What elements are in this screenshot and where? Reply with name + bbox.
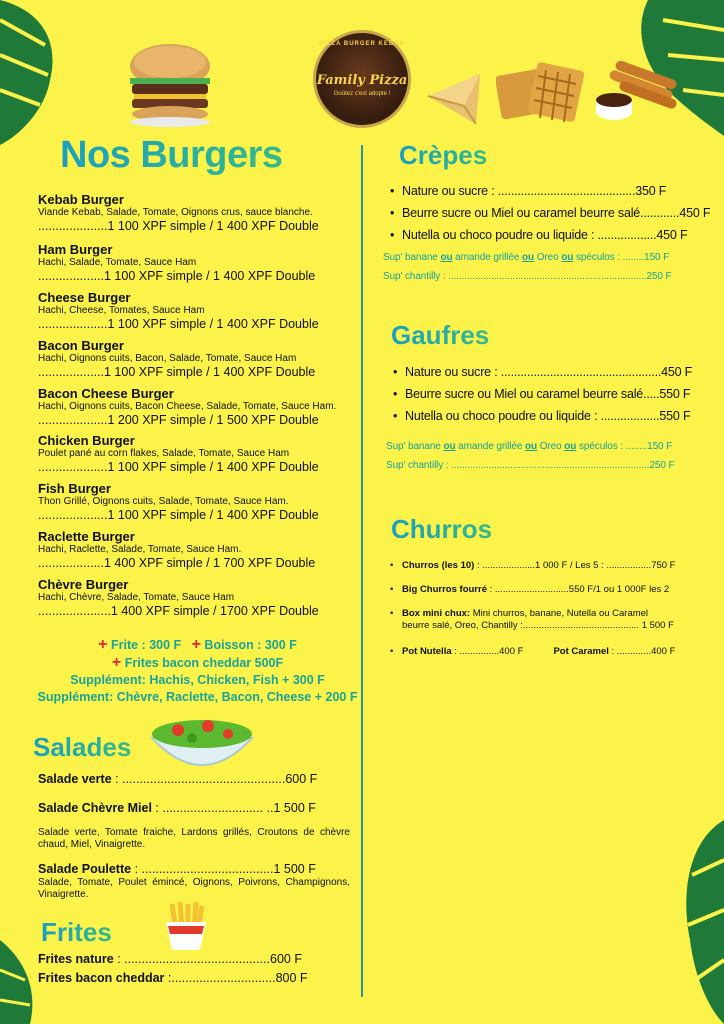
burger-item	[38, 290, 354, 332]
column-divider	[361, 145, 363, 997]
monstera-leaf-bottom-left	[0, 940, 40, 1024]
churros-title: Churros	[391, 514, 493, 544]
logo-name: Family Pizza	[316, 73, 408, 88]
burger-desc: Viande Kebab, Salade, Tomate, Oignons crus, sauce blanche.	[38, 207, 313, 218]
burger-item	[38, 386, 354, 428]
box-mini-chux-desc-2: beurre salé, Oreo, Chantilly :............................................ 1 500 F	[402, 620, 674, 631]
salade-poulette-price: : ......................................1 500 F	[131, 862, 316, 876]
sup-text: spéculos : ........150 F	[576, 441, 673, 452]
monstera-leaf-bottom-right	[670, 820, 724, 1024]
gaufres-title: Gaufres	[391, 320, 490, 350]
frites-nature-row	[38, 952, 350, 967]
burger-price: ....................1 200 XPF simple / 1 500 XPF Double	[38, 413, 319, 427]
burger-name: Chèvre Burger	[38, 577, 129, 592]
box-mini-chux-desc: Mini churros, banane, Nutella ou Caramel	[470, 608, 649, 619]
gaufres-sup-fruit	[386, 441, 672, 452]
burger-name: Chicken Burger	[38, 433, 135, 448]
burger-price: ....................1 100 XPF simple / 1 400 XPF Double	[38, 460, 319, 474]
frites-bacon-price: :..............................800 F	[164, 971, 308, 985]
fries-image	[158, 900, 214, 950]
burger-name: Ham Burger	[38, 242, 113, 257]
burger-item	[38, 338, 354, 380]
frites-bacon-name: Frites bacon cheddar	[38, 971, 165, 985]
sup-text: amande grillée	[452, 252, 523, 263]
crepe-item: • Nature ou sucre : ..........................................350 F	[390, 180, 690, 202]
pot-row	[390, 646, 690, 658]
monstera-leaf-top-left	[0, 0, 60, 150]
burger-name: Bacon Cheese Burger	[38, 386, 174, 401]
big-churros-price: : ............................550 F/1 ou 1 000F les 2	[486, 584, 670, 595]
crepes-sup-fruit	[383, 252, 669, 263]
sup-text: amande grillée	[455, 441, 526, 452]
burger-name: Raclette Burger	[38, 529, 135, 544]
salade-poulette-name: Salade Poulette	[38, 862, 132, 876]
sup-text: Sup' banane	[383, 252, 441, 263]
gaufres-list	[393, 361, 693, 427]
logo-slogan: Goûtez c'est adopté !	[333, 91, 391, 97]
crepe-image	[424, 66, 484, 130]
salade-chevre-desc: Salade verte, Tomate fraiche, Lardons grillés, Croutons de chèvre chaud, Miel, Vinaigrette.	[38, 827, 350, 850]
big-churros-name: Big Churros fourré	[402, 584, 487, 595]
burger-extras	[30, 636, 365, 706]
extra-boisson: Boisson : 300 F	[204, 638, 297, 652]
churros-image	[594, 56, 680, 128]
burger-desc: Hachi, Salade, Tomate, Sauce Ham	[38, 257, 197, 268]
plus-icon: +	[191, 636, 201, 653]
burger-item	[38, 577, 354, 619]
logo-top-text: PIZZA BURGER KEBAB	[319, 41, 405, 47]
waffle-image	[496, 62, 586, 132]
gaufre-item: • Nature ou sucre : .................................................450 F	[393, 361, 693, 383]
frites-nature-price: : ..........................................600 F	[113, 952, 302, 966]
crepes-title: Crèpes	[399, 140, 488, 170]
frites-bacon-row	[38, 971, 350, 986]
box-mini-chux-name: Box mini chux:	[402, 608, 471, 619]
burger-item	[38, 529, 354, 571]
burger-price: ....................1 100 XPF simple / 1 400 XPF Double	[38, 317, 319, 331]
crepes-list	[390, 180, 711, 246]
frites-title: Frites	[41, 917, 112, 947]
burger-item	[38, 433, 354, 475]
crepes-sup-chantilly: Sup' chantilly : ..........................................................................250 F	[383, 271, 672, 282]
burger-name: Bacon Burger	[38, 338, 124, 353]
sup-ou: ou	[440, 252, 453, 263]
sup-ou: ou	[525, 441, 538, 452]
burger-item	[38, 481, 354, 523]
pot-caramel-price: : .............400 F	[608, 646, 676, 657]
sup-text: spéculos : ........150 F	[573, 252, 670, 263]
sup-text: Sup' banane	[386, 441, 444, 452]
burger-desc: Hachi, Raclette, Salade, Tomate, Sauce Ham.	[38, 544, 242, 555]
salade-poulette-desc: Salade, Tomate, Poulet émincé, Oignons, Poivrons, Champignons, Vinaigrette.	[38, 877, 350, 900]
burger-price: ...................1 100 XPF simple / 1 400 XPF Double	[38, 365, 316, 379]
burger-desc: Thon Grillé, Oignons cuits, Salade, Tomate, Sauce Ham.	[38, 496, 289, 507]
churros-10-price: : ....................1 000 F / Les 5 : .................750 F	[474, 560, 676, 571]
burger-desc: Hachi, Chèvre, Salade, Tomate, Sauce Ham	[38, 592, 235, 603]
sup-ou: ou	[564, 441, 577, 452]
box-mini-chux-row	[390, 608, 690, 620]
burgers-title: Nos Burgers	[60, 134, 283, 176]
burger-desc: Hachi, Cheese, Tomates, Sauce Ham	[38, 305, 205, 316]
big-churros-row	[390, 584, 690, 596]
salade-verte-name: Salade verte	[38, 772, 112, 786]
sup-text: Oreo	[534, 252, 562, 263]
burger-name: Fish Burger	[38, 481, 111, 496]
sup-ou: ou	[522, 252, 535, 263]
burger-item	[38, 242, 354, 284]
churros-list	[390, 560, 690, 658]
burger-price: ...................1 400 XPF simple / 1 700 XPF Double	[38, 556, 316, 570]
burger-price: .....................1 400 XPF simple / 1700 XPF Double	[38, 604, 319, 618]
crepe-item: • Nutella ou choco poudre ou liquide : ..................450 F	[390, 224, 690, 246]
gaufre-item: • Nutella ou choco poudre ou liquide : ..................550 F	[393, 405, 693, 427]
churros-10-name: Churros (les 10)	[402, 560, 475, 571]
salade-poulette-row	[38, 862, 350, 877]
plus-icon: +	[111, 654, 122, 671]
sup-ou: ou	[443, 441, 456, 452]
extra-frites-bacon: Frites bacon cheddar 500F	[124, 656, 284, 670]
salade-chevre-row	[38, 801, 350, 816]
burger-item	[38, 192, 354, 234]
burger-desc: Hachi, Oignons cuits, Bacon Cheese, Salade, Tomate, Sauce Ham.	[38, 401, 337, 412]
salad-bowl-image	[148, 712, 256, 776]
family-pizza-logo	[313, 30, 411, 128]
sup-text: Oreo	[537, 441, 565, 452]
supplement-2: Supplément: Chèvre, Raclette, Bacon, Cheese + 200 F	[37, 690, 358, 704]
crepe-item: • Beurre sucre ou Miel ou caramel beurre salé............450 F	[390, 202, 690, 224]
salade-verte-price: : ...............................................600 F	[111, 772, 318, 786]
burger-price: ....................1 100 XPF simple / 1 400 XPF Double	[38, 508, 319, 522]
pot-nutella-price: : ...............400 F	[451, 646, 524, 657]
burger-desc: Hachi, Oignons cuits, Bacon, Salade, Tomate, Sauce Ham	[38, 353, 297, 364]
pot-nutella-name: Pot Nutella	[402, 646, 452, 657]
burger-name: Kebab Burger	[38, 192, 124, 207]
burger-price: ....................1 100 XPF simple / 1 400 XPF Double	[38, 219, 319, 233]
extra-frite: Frite : 300 F	[111, 638, 182, 652]
supplement-1: Supplément: Hachis, Chicken, Fish + 300 F	[70, 673, 325, 687]
gaufre-item: • Beurre sucre ou Miel ou caramel beurre salé.....550 F	[393, 383, 693, 405]
burger-name: Cheese Burger	[38, 290, 131, 305]
gaufres-sup-chantilly: Sup' chantilly : ..........................................................................250 F	[386, 460, 675, 471]
churros-10-row	[390, 560, 690, 572]
sup-ou: ou	[561, 252, 574, 263]
burger-desc: Poulet pané au corn flakes, Salade, Tomate, Sauce Ham	[38, 448, 290, 459]
burger-image	[124, 38, 216, 130]
frites-nature-name: Frites nature	[38, 952, 114, 966]
plus-icon: +	[98, 636, 108, 653]
pot-caramel-name: Pot Caramel	[553, 646, 609, 657]
salade-chevre-price: : ............................. ..1 500 F	[151, 801, 316, 815]
salade-chevre-name: Salade Chèvre Miel	[38, 801, 152, 815]
salade-verte-row	[38, 772, 350, 787]
salades-title: Salades	[33, 732, 132, 762]
burger-price: ...................1 100 XPF simple / 1 400 XPF Double	[38, 269, 316, 283]
